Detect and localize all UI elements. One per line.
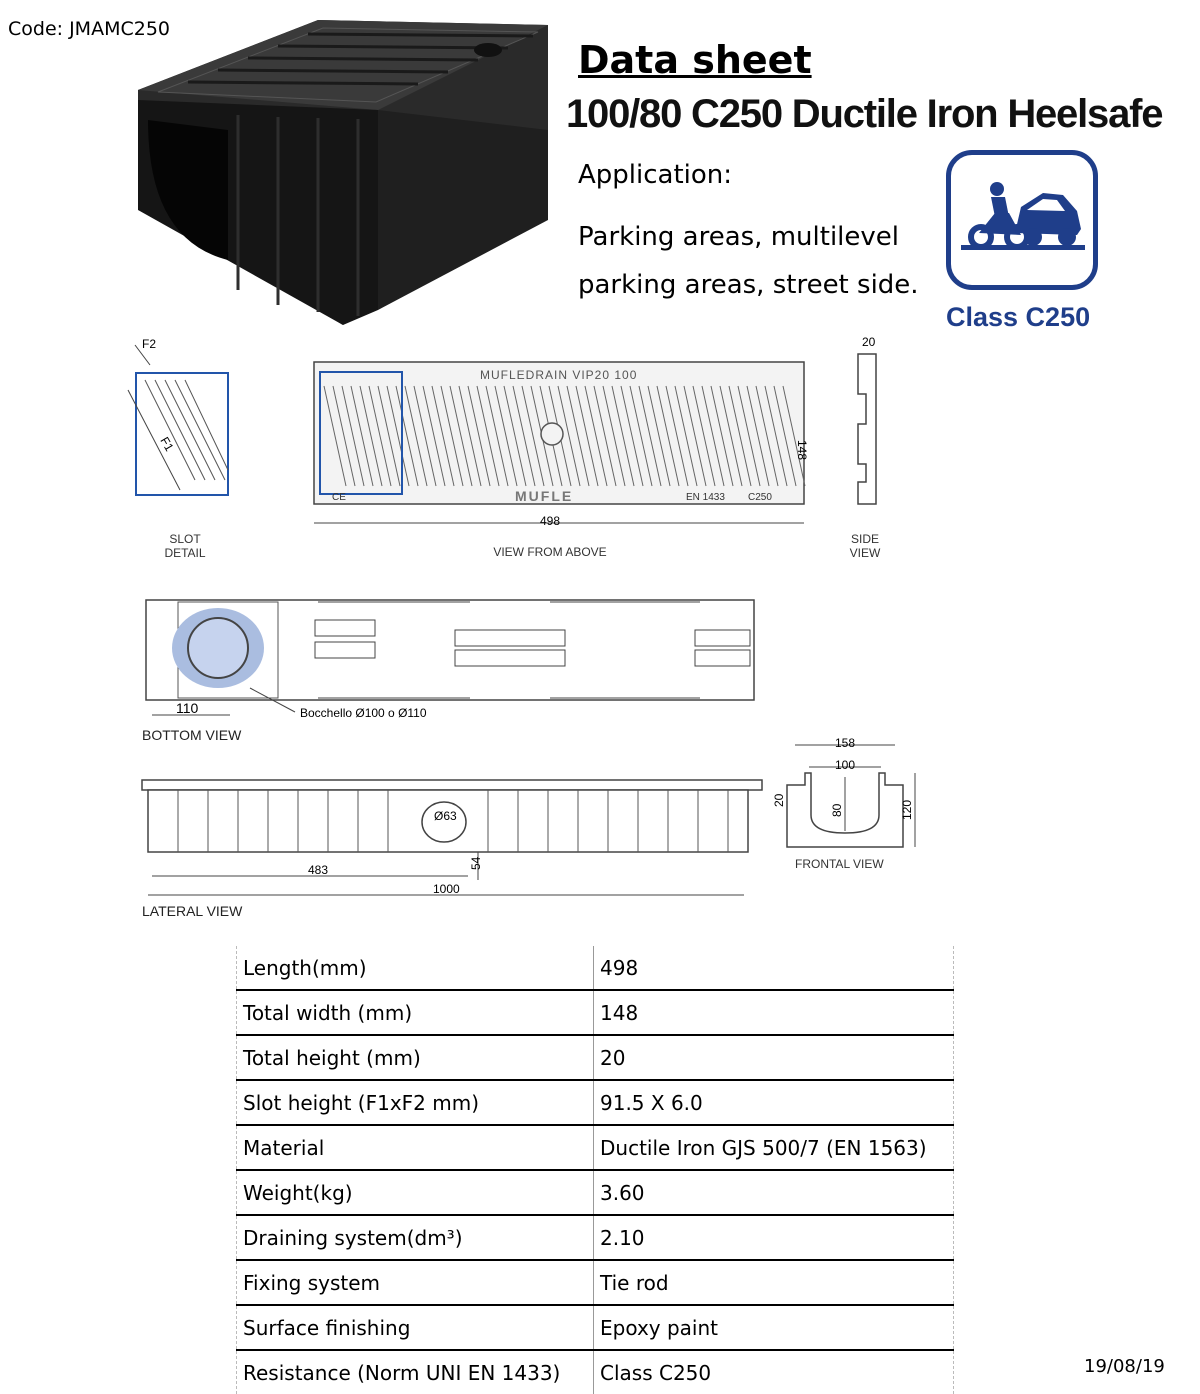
table-row: [237, 1125, 954, 1170]
spec-value: 498: [594, 946, 954, 990]
table-row: [237, 1215, 954, 1260]
motorbike-car-icon: [951, 155, 1093, 285]
bottom-view-drawing: [140, 590, 760, 725]
lateral-view-label: LATERAL VIEW: [142, 903, 243, 919]
application-label: Application:: [578, 160, 733, 190]
table-row: [237, 1305, 954, 1350]
dim-20-side-label: 20: [862, 335, 876, 349]
slot-detail-label: SLOT DETAIL: [164, 532, 206, 560]
frontal-view-drawing: [772, 735, 925, 855]
table-row: [237, 1035, 954, 1080]
spec-label: Slot height (F1xF2 mm): [237, 1080, 594, 1125]
frontal-view-label: FRONTAL VIEW: [795, 857, 884, 871]
dim-f2-label: F2: [142, 337, 157, 351]
spec-value: Tie rod: [594, 1260, 954, 1305]
dim-148-label: 148: [795, 440, 809, 461]
spec-label: Weight(kg): [237, 1170, 594, 1215]
grate-norm: EN 1433: [686, 492, 725, 503]
dim-110-label: 110: [176, 700, 199, 716]
table-row: [237, 1260, 954, 1305]
dim-20-front-label: 20: [772, 793, 786, 807]
spec-value: 148: [594, 990, 954, 1035]
spec-label: Fixing system: [237, 1260, 594, 1305]
spec-label: Material: [237, 1125, 594, 1170]
spec-value: Class C250: [594, 1350, 954, 1394]
view-from-above-drawing: [310, 358, 810, 533]
spec-value: 20: [594, 1035, 954, 1080]
product-photo: [118, 20, 558, 330]
dim-f1-label: F1: [157, 434, 177, 454]
dim-100-label: 100: [835, 758, 856, 772]
class-label: Class C250: [946, 302, 1091, 332]
spec-label: Resistance (Norm UNI EN 1433): [237, 1350, 594, 1394]
dim-80-label: 80: [830, 803, 844, 817]
spec-label: Draining system(dm³): [237, 1215, 594, 1260]
grate-class: C250: [748, 492, 772, 503]
grate-ce: CE: [332, 492, 346, 503]
bocchello-label: Bocchello Ø100 o Ø110: [300, 706, 427, 720]
spec-label: Total width (mm): [237, 990, 594, 1035]
spec-value: 2.10: [594, 1215, 954, 1260]
dim-1000-label: 1000: [433, 882, 460, 896]
table-row: [237, 1350, 954, 1394]
spec-label: Total height (mm): [237, 1035, 594, 1080]
lateral-view-drawing: [138, 770, 778, 905]
spec-value: 91.5 X 6.0: [594, 1080, 954, 1125]
view-from-above-label: VIEW FROM ABOVE: [493, 545, 607, 559]
dim-120-label: 120: [900, 799, 914, 820]
dim-63-label: Ø63: [434, 809, 457, 823]
side-view-drawing: [848, 334, 888, 514]
spec-value: Epoxy paint: [594, 1305, 954, 1350]
application-text-line2: parking areas, street side.: [578, 270, 919, 300]
spec-label: Surface finishing: [237, 1305, 594, 1350]
dim-54-label: 54: [469, 856, 483, 870]
table-row: [237, 946, 954, 990]
class-badge: [946, 150, 1098, 290]
table-row: [237, 1080, 954, 1125]
dim-158-label: 158: [835, 736, 856, 750]
table-row: [237, 1170, 954, 1215]
spec-table: [236, 946, 954, 1394]
spec-value: Ductile Iron GJS 500/7 (EN 1563): [594, 1125, 954, 1170]
table-row: [237, 990, 954, 1035]
side-view-label: SIDE VIEW: [849, 532, 881, 560]
bottom-view-label: BOTTOM VIEW: [142, 727, 242, 743]
dim-483-label: 483: [308, 863, 329, 877]
spec-value: 3.60: [594, 1170, 954, 1215]
grate-brand-top: MUFLEDRAIN VIP20 100: [480, 368, 638, 382]
product-code: Code: JMAMC250: [8, 18, 171, 40]
application-text-line1: Parking areas, multilevel: [578, 222, 899, 252]
spec-label: Length(mm): [237, 946, 594, 990]
grate-brand-bottom: MUFLE: [515, 488, 574, 504]
date-stamp: 19/08/19: [1084, 1356, 1165, 1377]
product-title: 100/80 C250 Ductile Iron Heelsafe: [566, 92, 1163, 136]
datasheet-title: Data sheet: [578, 38, 812, 82]
dim-498-label: 498: [540, 514, 561, 528]
